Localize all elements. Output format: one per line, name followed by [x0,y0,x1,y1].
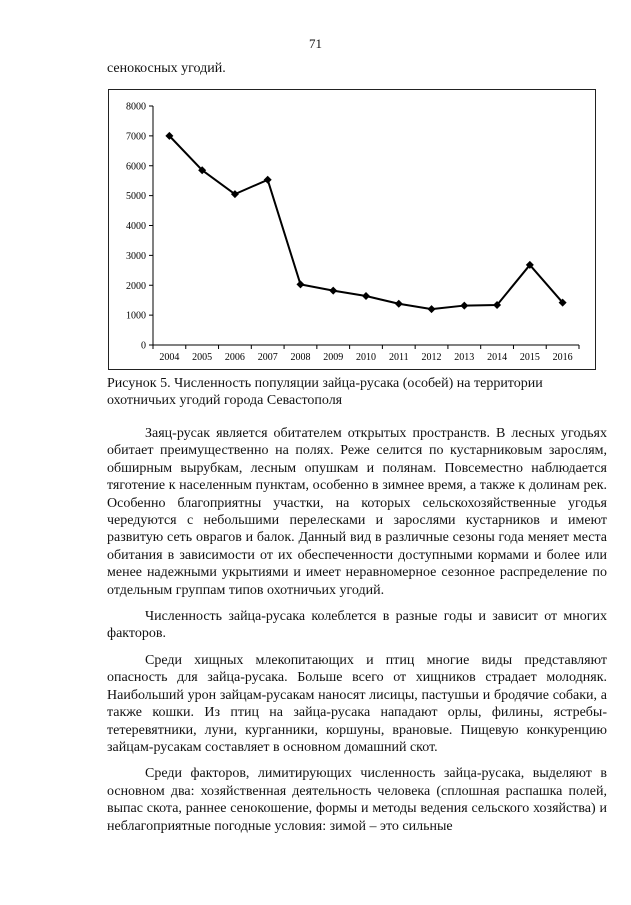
x-tick-label: 2006 [224,352,245,363]
y-tick-label: 2000 [126,280,146,292]
x-tick-label: 2010 [356,352,376,363]
x-tick-label: 2014 [487,352,508,363]
y-tick-label: 3000 [126,250,146,262]
x-axis [153,345,579,363]
x-tick-label: 2015 [519,352,540,363]
y-tick-label: 1000 [126,310,146,322]
x-tick-label: 2016 [552,352,573,363]
x-tick-label: 2004 [159,352,180,363]
y-tick-label: 4000 [126,221,146,232]
data-point-marker [329,287,337,295]
data-point-marker [296,280,304,288]
series-line [169,136,562,309]
y-tick-label: 8000 [126,101,146,113]
y-tick-label: 5000 [126,191,146,203]
x-tick-label: 2011 [388,352,409,363]
y-axis [126,102,153,352]
data-point-marker [395,300,403,308]
x-tick-label: 2013 [454,352,475,363]
chart-frame [108,89,596,370]
y-tick-label: 0 [141,340,146,352]
page-number: 71 [309,36,322,51]
lead-text: сенокосных угодий. [107,61,226,76]
paragraph: Среди факторов, лимитирующих численность зайца-русака, выделяют в основном два: хозяйственная деятельность человека (сплошная распашка полей, выпас скота, раннее сенокошение, формы и методы ведения сельского хозяйства) и неблагоприятные погодные условия: зимой – это сильные [107,766,607,834]
data-point-marker [460,302,468,310]
population-line-chart [109,90,595,369]
x-tick-label: 2008 [290,352,311,363]
x-tick-label: 2009 [323,352,344,363]
series [165,132,566,313]
data-point-marker [362,292,370,300]
y-tick-label: 7000 [126,131,146,143]
paragraph: Заяц-русак является обитателем открытых пространств. В лесных угодьях обитает преимущественно на полях. Реже селится по кустарниковым зарослям, обширным вырубкам, лесным опушкам и полянам. Повсеместно наблюдается тяготение к населенным пунктам, особенно в зимнее время, а также к долинам рек. Особенно благоприятны участки, на которых сельскохозяйственные угодья чередуются с небольшими перелесками и зарослями кустарников и имеют развитую сеть оврагов и балок. Данный вид в различные сезоны года меняет места обитания в зависимости от их обеспеченности доступными кормами и более или менее надежными укрытиями и имеет неравномерное сезонное распределение по отдельным группам типов охотничьих угодий. [107,426,607,598]
y-tick-label: 6000 [126,161,146,173]
figure-caption: Рисунок 5. Численность популяции зайца-русака (особей) на территории охотничьих угодий города Севастополя [107,376,543,408]
paragraph: Среди хищных млекопитающих и птиц многие виды представляют опасность для зайца-русака. Больше всего от хищников страдает молодняк. Наибольший урон зайцам-русакам наносят лисицы, пастушьи и бродячие собаки, а также кошки. Из птиц на зайца-русака нападают орлы, филины, ястребы-тетеревятники, луни, курганники, коршуны, врановые. Пищевую конкуренцию зайцам-русакам составляет в основном домашний скот. [107,652,607,755]
data-point-marker [264,176,272,184]
body-text [107,425,607,835]
x-tick-label: 2007 [257,352,278,363]
data-point-marker [428,305,436,313]
paragraph: Численность зайца-русака колеблется в разные годы и зависит от многих факторов. [107,609,607,642]
x-tick-label: 2005 [192,352,213,363]
x-tick-label: 2012 [421,352,442,363]
